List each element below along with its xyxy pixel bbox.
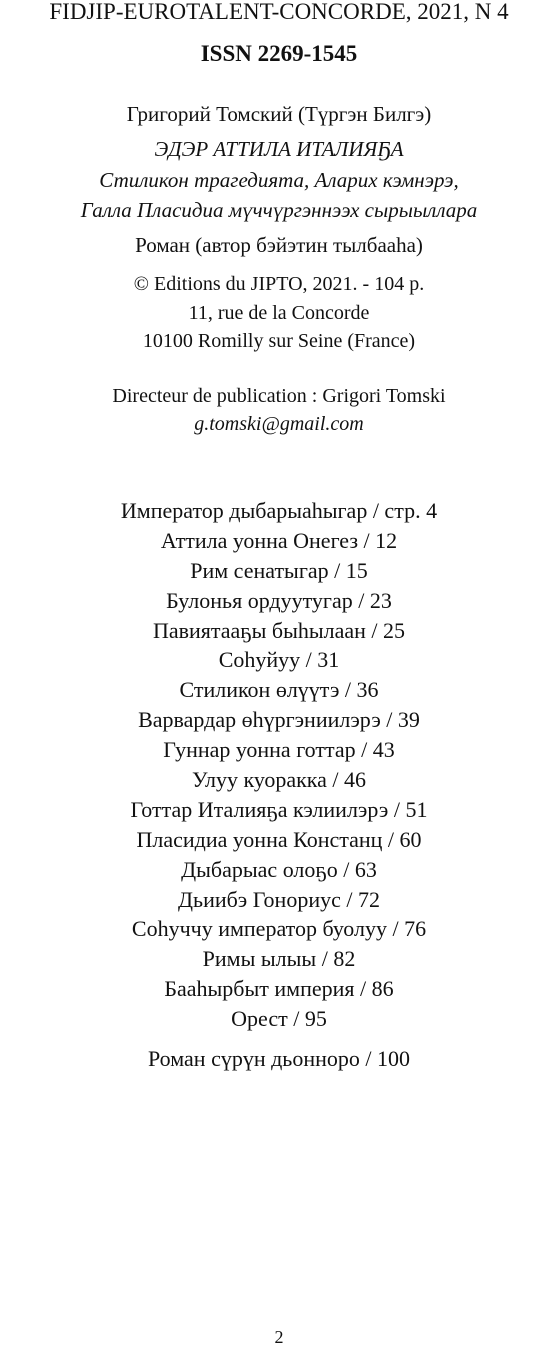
toc-entry: Готтар Италияҕа кэлиилэрэ / 51	[130, 796, 428, 822]
page-number: 2	[274, 1327, 284, 1347]
toc-entry: Соһуччу император буолуу / 76	[131, 916, 427, 942]
toc-entry: Стиликон өлүүтэ / 36	[179, 677, 379, 703]
toc-entry: Римы ылыы / 82	[202, 946, 356, 972]
publisher-address-street: 11, rue de la Concorde	[188, 302, 370, 324]
toc-afterword-entry: Роман сүрүн дьонноро / 100	[147, 1046, 410, 1071]
book-genre: Роман (автор бэйэтин тылбааһа)	[135, 233, 423, 257]
toc-entry: Орест / 95	[231, 1006, 327, 1032]
publisher-address-city: 10100 Romilly sur Seine (France)	[142, 330, 416, 352]
toc-entry: Булонья ордуутугар / 23	[166, 587, 392, 613]
series-header: FIDJIP-EUROTALENT-CONCORDE, 2021, N 4	[49, 0, 509, 24]
toc-entry: Бааһырбыт империя / 86	[164, 976, 394, 1002]
toc-entry: Соһуйуу / 31	[218, 647, 340, 673]
toc-entry: Пласидиа уонна Констанц / 60	[136, 826, 422, 852]
issn: ISSN 2269-1545	[200, 41, 358, 66]
toc-entry: Император дыбарыаһыгар / стр. 4	[120, 498, 438, 523]
toc-entry: Дьиибэ Гонориус / 72	[178, 886, 380, 912]
toc-entry: Улуу куоракка / 46	[191, 767, 367, 793]
toc-entry: Гуннар уонна готтар / 43	[163, 737, 395, 763]
book-author: Григорий Томский (Түргэн Билгэ)	[126, 102, 432, 126]
toc-entry: Дыбарыас олоҕо / 63	[181, 856, 377, 882]
toc-entry: Аттила уонна Онегез / 12	[160, 527, 398, 553]
toc-entry: Павиятааҕы быһылаан / 25	[152, 617, 406, 643]
table-of-contents	[0, 496, 558, 1034]
contact-email: g.tomski@gmail.com	[194, 413, 364, 435]
book-subtitle-line-1: Стиликон трагедията, Аларих кэмнэрэ,	[99, 168, 459, 192]
toc-entry: Рим сенатыгар / 15	[190, 557, 368, 583]
book-subtitle-line-2: Галла Пласидиа мүччүргэннээх сырыыллара	[80, 198, 478, 222]
publication-director: Directeur de publication : Grigori Tomski	[112, 385, 446, 407]
copyright-line: © Editions du JIPTO, 2021. - 104 p.	[133, 273, 425, 295]
book-title: ЭДЭР АТТИЛА ИТАЛИЯҔА	[154, 137, 404, 161]
toc-entry: Варвардар өһүргэниилэрэ / 39	[138, 707, 420, 733]
